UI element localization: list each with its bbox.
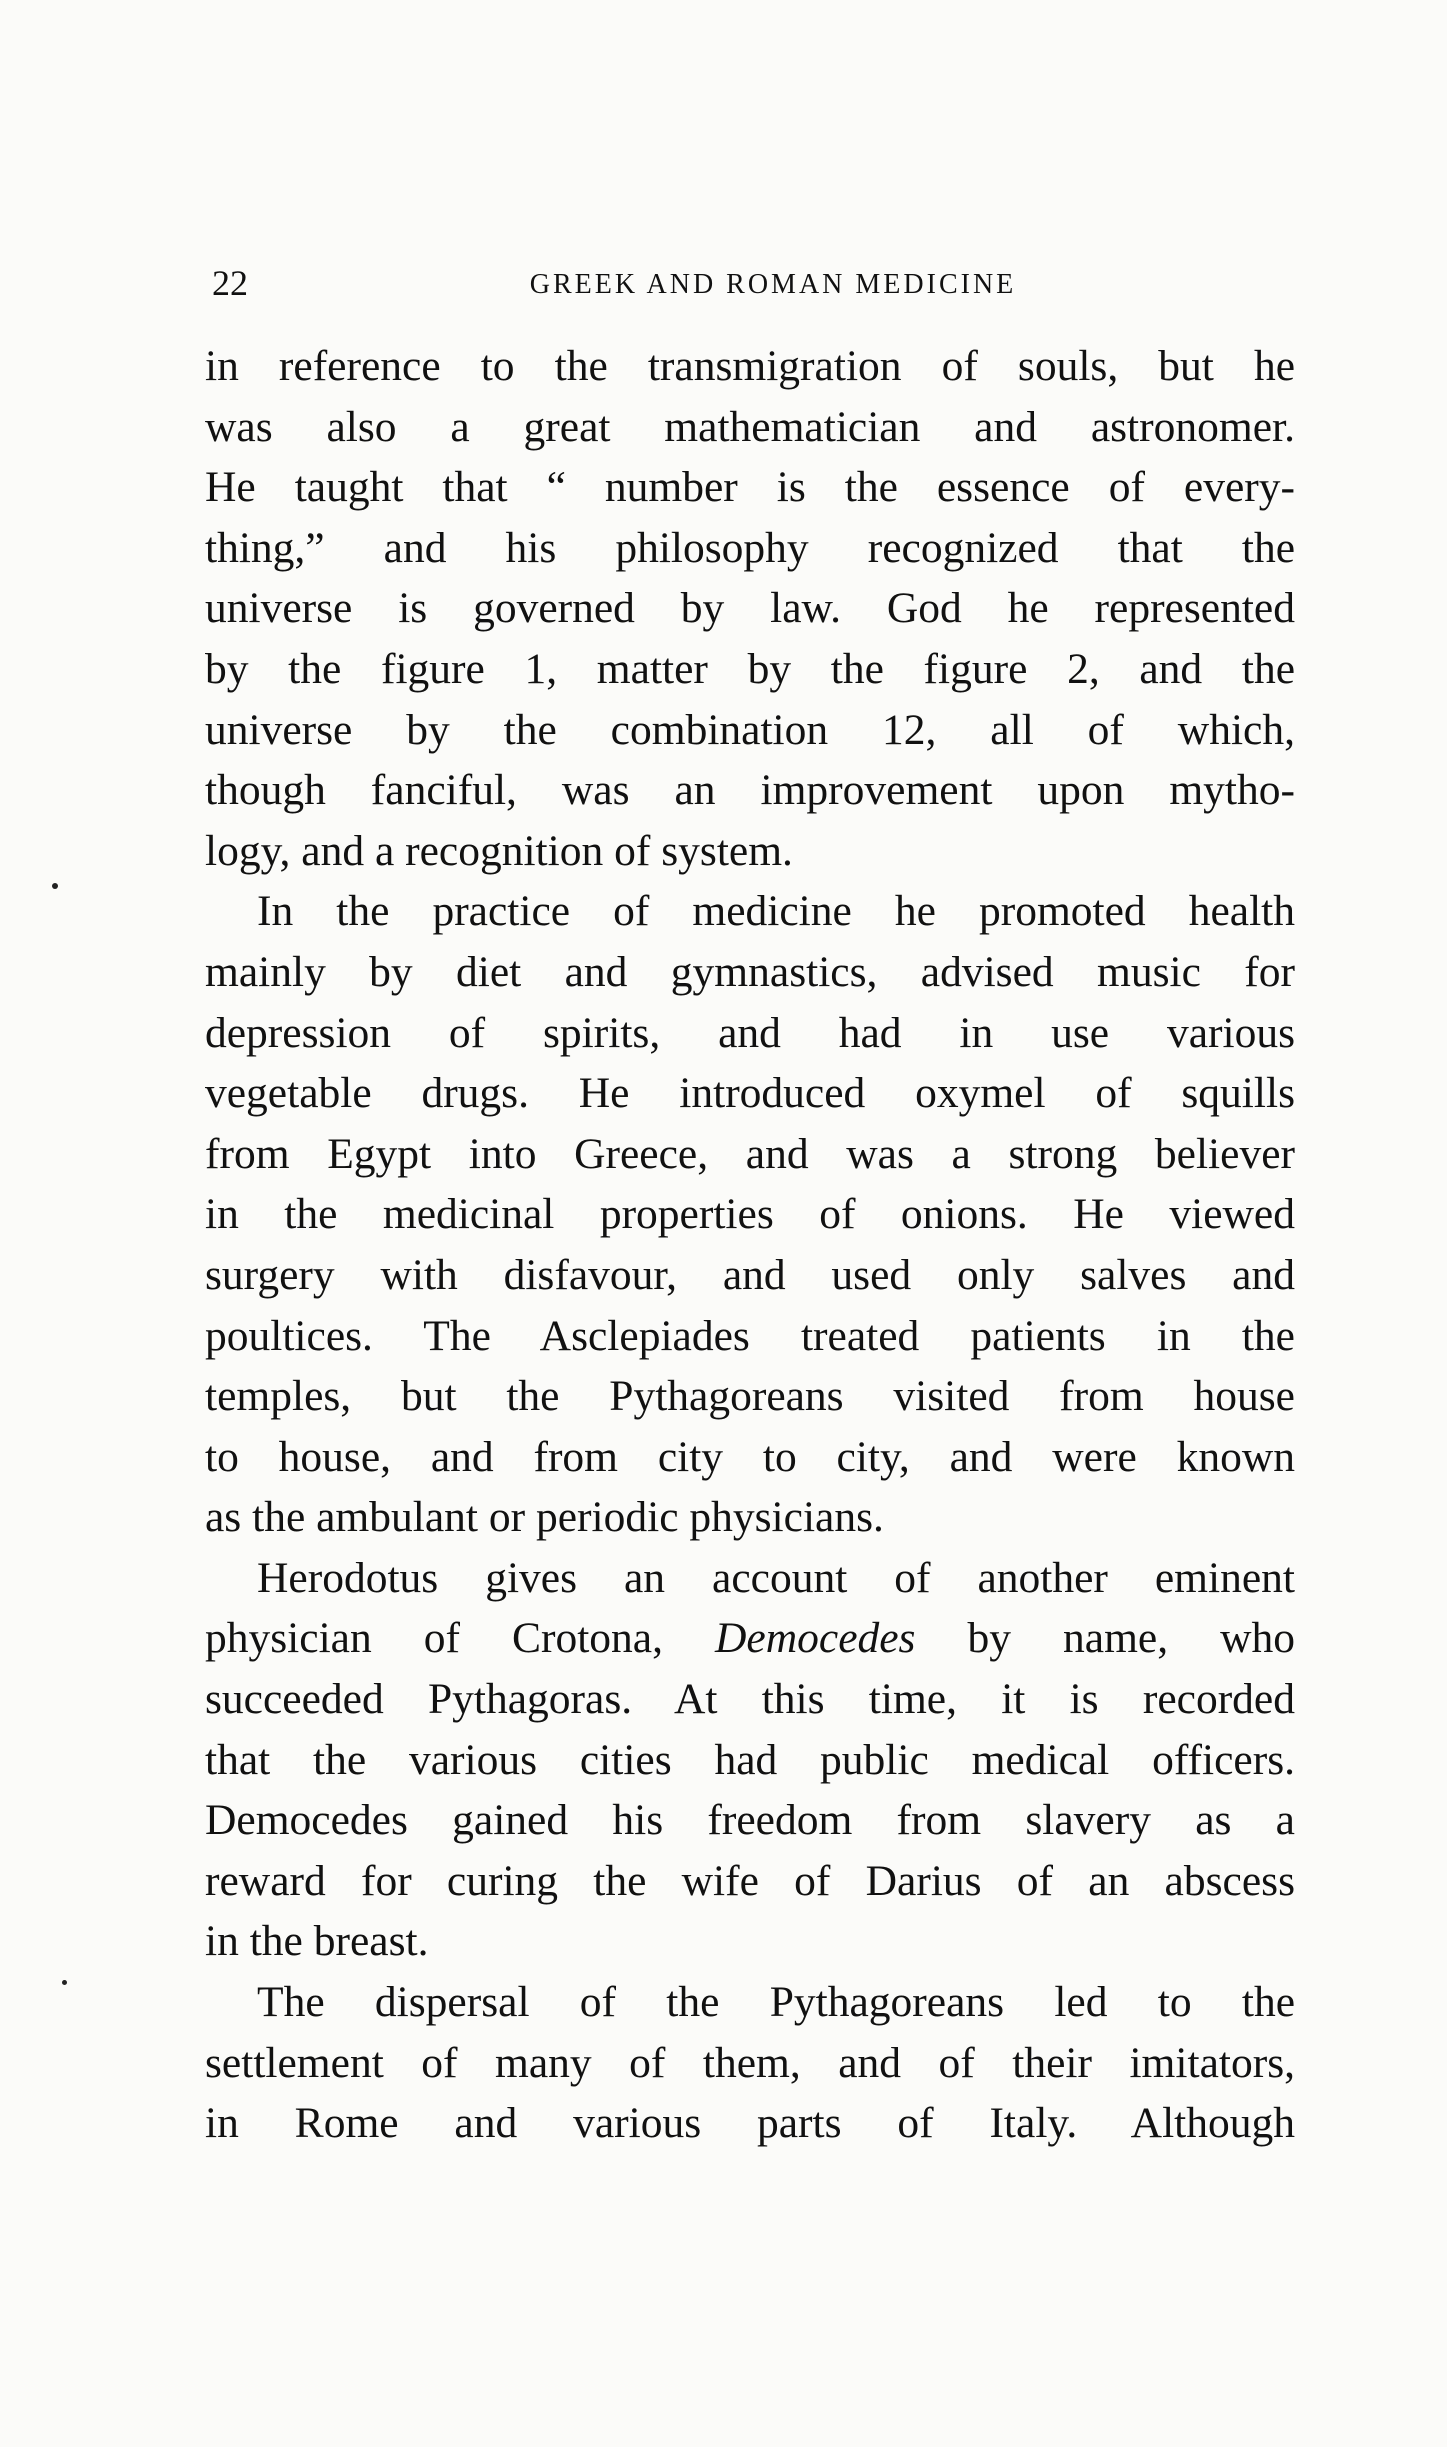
paragraph-1 [205,336,1295,881]
text-line: Democedes gained his freedom from slavery as a [205,1796,1295,1845]
text-line: to house, and from city to city, and were known [205,1432,1295,1481]
text-line: though fanciful, was an improvement upon mytho- [205,766,1295,815]
text-line: mainly by diet and gymnastics, advised music for [205,947,1295,996]
text-line: poultices. The Asclepiades treated patients in the [205,1311,1295,1360]
text-line: surgery with disfavour, and used only salves and [205,1250,1295,1299]
italic-name: Democedes [715,1614,916,1663]
text-line: In the practice of medicine he promoted health [257,887,1295,936]
text-line-with-italic [205,1608,1295,1669]
text-line: The dispersal of the Pythagoreans led to the [257,1978,1295,2027]
text-line: He taught that “ number is the essence of every- [205,463,1295,512]
paragraph-2 [205,881,1295,1548]
text-line: in Rome and various parts of Italy. Although [205,2099,1295,2148]
ink-speck [52,883,58,889]
text-line: logy, and a recognition of system. [205,826,793,875]
paragraph-4 [205,1972,1295,2154]
page-header [212,258,1294,308]
text-line: succeeded Pythagoras. At this time, it is recorded [205,1675,1295,1724]
text-line: temples, but the Pythagoreans visited from house [205,1372,1295,1421]
text-fragment: by name, who [967,1614,1296,1663]
text-line: universe is governed by law. God he represented [205,584,1295,633]
text-line: as the ambulant or periodic physicians. [205,1493,884,1542]
text-line: was also a great mathematician and astronomer. [205,402,1295,451]
text-line: from Egypt into Greece, and was a strong believer [205,1129,1295,1178]
text-line: in the breast. [205,1917,429,1966]
ink-speck [62,1980,67,1985]
text-line: settlement of many of them, and of their imitators, [205,2038,1295,2087]
text-fragment: physician of Crotona, [205,1614,663,1663]
text-line: universe by the combination 12, all of which, [205,705,1295,754]
text-line: vegetable drugs. He introduced oxymel of squills [205,1069,1295,1118]
text-line: in reference to the transmigration of souls, but he [205,342,1295,390]
text-line: that the various cities had public medical officers. [205,1735,1295,1784]
text-line: depression of spirits, and had in use various [205,1008,1295,1057]
paragraph-3 [205,1548,1295,1972]
text-line: by the figure 1, matter by the figure 2, and the [205,644,1295,693]
text-line: reward for curing the wife of Darius of an abscess [205,1856,1295,1905]
body-text [205,336,1295,2154]
page-number: 22 [212,263,248,303]
text-line: Herodotus gives an account of another eminent [257,1553,1295,1602]
running-head: GREEK AND ROMAN MEDICINE [529,269,1017,300]
text-line: thing,” and his philosophy recognized that the [205,523,1295,572]
text-line: in the medicinal properties of onions. He viewed [205,1190,1295,1239]
